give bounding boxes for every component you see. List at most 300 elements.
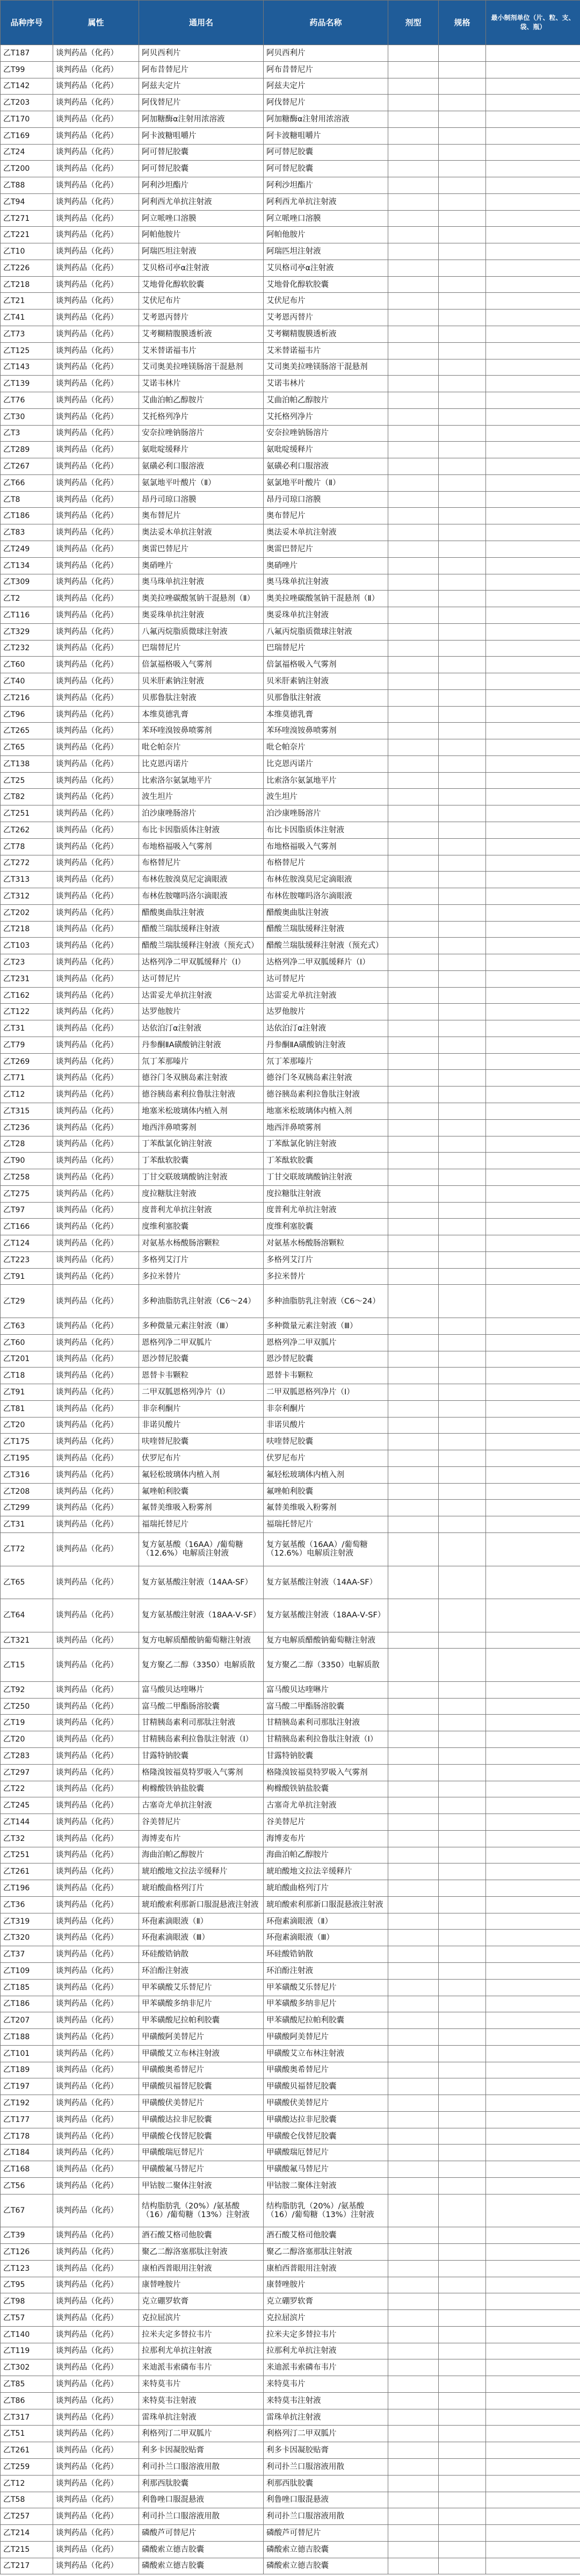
cell-drug-name: 二甲双胍恩格列净片（Ⅰ） <box>264 1384 388 1401</box>
cell-min-unit <box>486 1814 580 1831</box>
cell-min-unit <box>486 408 580 425</box>
cell-min-unit <box>486 2078 580 2095</box>
table-row <box>1 1037 580 1053</box>
cell-specification <box>439 2012 486 2029</box>
cell-dosage-form <box>388 1334 439 1351</box>
cell-generic-name: 艾贝格司亭α注射液 <box>139 260 264 276</box>
cell-dosage-form <box>388 310 439 326</box>
cell-drug-name: 达格列净二甲双胍缓释片（Ⅰ） <box>264 954 388 971</box>
cell-specification <box>439 111 486 128</box>
table-row <box>1 1532 580 1566</box>
cell-min-unit <box>486 1698 580 1715</box>
cell-attribute: 谈判药品（化药） <box>53 193 139 210</box>
table-row <box>1 1996 580 2012</box>
cell-specification <box>439 607 486 624</box>
cell-serial: 乙T39 <box>1 2227 53 2244</box>
cell-generic-name: 奥雷巴替尼片 <box>139 541 264 557</box>
cell-serial: 乙T15 <box>1 1649 53 1682</box>
cell-attribute: 谈判药品（化药） <box>53 111 139 128</box>
cell-serial: 乙T186 <box>1 1996 53 2012</box>
cell-serial: 乙T78 <box>1 838 53 855</box>
cell-serial: 乙T85 <box>1 2376 53 2393</box>
cell-dosage-form <box>388 458 439 475</box>
cell-serial: 乙T91 <box>1 1268 53 1285</box>
cell-generic-name: 恩替卡韦颗粒 <box>139 1368 264 1384</box>
cell-attribute: 谈判药品（化药） <box>53 2078 139 2095</box>
cell-generic-name: 甘露特钠胶囊 <box>139 1748 264 1765</box>
cell-dosage-form <box>388 2045 439 2062</box>
cell-serial: 乙T313 <box>1 872 53 888</box>
cell-dosage-form <box>388 2376 439 2393</box>
cell-generic-name: 复方电解质醋酸钠葡萄糖注射液 <box>139 1632 264 1649</box>
cell-dosage-form <box>388 2525 439 2542</box>
cell-min-unit <box>486 2277 580 2293</box>
cell-generic-name: 阿加糖酶α注射用浓溶液 <box>139 111 264 128</box>
cell-specification <box>439 2326 486 2343</box>
cell-serial: 乙T250 <box>1 1698 53 1715</box>
cell-attribute: 谈判药品（化药） <box>53 623 139 640</box>
cell-dosage-form <box>388 61 439 78</box>
cell-generic-name: 二甲双胍恩格列净片（Ⅰ） <box>139 1384 264 1401</box>
cell-min-unit <box>486 1434 580 1450</box>
cell-serial: 乙T232 <box>1 640 53 657</box>
cell-generic-name: 利格列汀二甲双胍片 <box>139 2426 264 2442</box>
cell-serial: 乙T60 <box>1 657 53 673</box>
table-row <box>1 1119 580 1136</box>
cell-drug-name: 拉米夫定多替拉韦片 <box>264 2326 388 2343</box>
table-row <box>1 640 580 657</box>
table-row <box>1 2558 580 2574</box>
cell-generic-name: 达罗他胺片 <box>139 1004 264 1020</box>
cell-min-unit <box>486 2409 580 2426</box>
cell-min-unit <box>486 1913 580 1930</box>
cell-specification <box>439 2458 486 2475</box>
cell-drug-name: 艾伏尼布片 <box>264 293 388 310</box>
cell-attribute: 谈判药品（化药） <box>53 541 139 557</box>
cell-attribute: 谈判药品（化药） <box>53 1748 139 1765</box>
cell-dosage-form <box>388 2078 439 2095</box>
table-row <box>1 1318 580 1334</box>
cell-serial: 乙T96 <box>1 706 53 723</box>
cell-generic-name: 丁甘交联玻璃酸钠注射液 <box>139 1169 264 1186</box>
cell-dosage-form <box>388 1880 439 1897</box>
cell-attribute: 谈判药品（化药） <box>53 2062 139 2078</box>
cell-min-unit <box>486 326 580 343</box>
cell-drug-name: 结构脂肪乳（20%）/氨基酸（16）/葡萄糖（13%）注射液 <box>264 2194 388 2227</box>
table-row <box>1 2359 580 2376</box>
cell-attribute: 谈判药品（化药） <box>53 2442 139 2459</box>
cell-attribute: 谈判药品（化药） <box>53 1979 139 1996</box>
cell-drug-name: 艾司奥美拉唑镁肠溶干混悬剂 <box>264 359 388 376</box>
cell-generic-name: 达格列净二甲双胍缓释片（Ⅰ） <box>139 954 264 971</box>
cell-dosage-form <box>388 1599 439 1632</box>
cell-dosage-form <box>388 938 439 954</box>
cell-specification <box>439 2078 486 2095</box>
cell-generic-name: 奥布替尼片 <box>139 508 264 524</box>
table-row <box>1 342 580 359</box>
cell-min-unit <box>486 822 580 838</box>
cell-generic-name: 甲苯磺酸多纳非尼片 <box>139 1996 264 2012</box>
cell-specification <box>439 1946 486 1963</box>
cell-generic-name: 海博麦布片 <box>139 1830 264 1847</box>
table-row <box>1 1185 580 1202</box>
table-row <box>1 954 580 971</box>
cell-attribute: 谈判药品（化药） <box>53 1830 139 1847</box>
table-row <box>1 1153 580 1169</box>
cell-serial: 乙T3 <box>1 425 53 442</box>
cell-dosage-form <box>388 1185 439 1202</box>
cell-dosage-form <box>388 45 439 62</box>
table-row <box>1 276 580 293</box>
cell-generic-name: 复方氨基酸注射液（14AA-SF） <box>139 1566 264 1599</box>
cell-dosage-form <box>388 193 439 210</box>
cell-min-unit <box>486 61 580 78</box>
cell-drug-name: 达依泊汀α注射液 <box>264 1020 388 1037</box>
cell-serial: 乙T20 <box>1 1731 53 1748</box>
cell-attribute: 谈判药品（化药） <box>53 1781 139 1797</box>
cell-serial: 乙T124 <box>1 1235 53 1252</box>
cell-serial: 乙T99 <box>1 61 53 78</box>
cell-min-unit <box>486 938 580 954</box>
cell-serial: 乙T196 <box>1 1880 53 1897</box>
header-row <box>1 1 580 45</box>
cell-specification <box>439 293 486 310</box>
cell-attribute: 谈判药品（化药） <box>53 392 139 409</box>
cell-generic-name: 康柏西普眼用注射液 <box>139 2260 264 2277</box>
cell-serial: 乙T126 <box>1 2244 53 2261</box>
cell-specification <box>439 1417 486 1434</box>
cell-specification <box>439 2095 486 2112</box>
cell-min-unit <box>486 2111 580 2128</box>
cell-specification <box>439 508 486 524</box>
cell-generic-name: 艾考恩丙替片 <box>139 310 264 326</box>
cell-drug-name: 阿加糖酶α注射用浓溶液 <box>264 111 388 128</box>
cell-dosage-form <box>388 1384 439 1401</box>
cell-serial: 乙T2 <box>1 591 53 607</box>
cell-serial: 乙T58 <box>1 2492 53 2508</box>
cell-specification <box>439 61 486 78</box>
cell-generic-name: 多种油脂肪乳注射液（C6～24） <box>139 1285 264 1318</box>
cell-serial: 乙T22 <box>1 1781 53 1797</box>
cell-specification <box>439 2177 486 2194</box>
cell-specification <box>439 376 486 392</box>
cell-specification <box>439 1368 486 1384</box>
cell-drug-name: 比克恩丙诺片 <box>264 755 388 772</box>
cell-specification <box>439 970 486 987</box>
cell-drug-name: 艾托格列净片 <box>264 408 388 425</box>
cell-specification <box>439 1070 486 1086</box>
cell-specification <box>439 1979 486 1996</box>
cell-dosage-form <box>388 1153 439 1169</box>
cell-dosage-form <box>388 591 439 607</box>
cell-specification <box>439 2293 486 2310</box>
cell-drug-name: 甲磺酸瑞厄替尼片 <box>264 2145 388 2161</box>
cell-generic-name: 甲磺酸奥希替尼片 <box>139 2062 264 2078</box>
cell-generic-name: 环硅酸锆钠散 <box>139 1946 264 1963</box>
cell-serial: 乙T28 <box>1 1136 53 1153</box>
cell-generic-name: 达依泊汀α注射液 <box>139 1020 264 1037</box>
cell-drug-name: 氨吡啶缓释片 <box>264 442 388 458</box>
cell-attribute: 谈判药品（化药） <box>53 376 139 392</box>
cell-serial: 乙T24 <box>1 144 53 161</box>
cell-min-unit <box>486 111 580 128</box>
cell-dosage-form <box>388 392 439 409</box>
table-row <box>1 1417 580 1434</box>
cell-generic-name: 阿瑞匹坦注射液 <box>139 243 264 260</box>
cell-min-unit <box>486 1185 580 1202</box>
cell-serial: 乙T218 <box>1 921 53 938</box>
cell-generic-name: 甲苯磺酸艾乐替尼片 <box>139 1979 264 1996</box>
cell-attribute: 谈判药品（化药） <box>53 61 139 78</box>
cell-generic-name: 雷珠单抗注射液 <box>139 2409 264 2426</box>
cell-generic-name: 利鲁唑口服混悬液 <box>139 2492 264 2508</box>
cell-drug-name: 丹参酮ⅡA磺酸钠注射液 <box>264 1037 388 1053</box>
cell-dosage-form <box>388 2310 439 2327</box>
cell-serial: 乙T251 <box>1 1847 53 1863</box>
cell-generic-name: 阿卡波糖咀嚼片 <box>139 127 264 144</box>
table-row <box>1 1566 580 1599</box>
cell-dosage-form <box>388 1649 439 1682</box>
cell-min-unit <box>486 789 580 805</box>
table-row <box>1 591 580 607</box>
table-row <box>1 1466 580 1483</box>
cell-drug-name: 康柏西普眼用注射液 <box>264 2260 388 2277</box>
cell-drug-name: 奥雷巴替尼片 <box>264 541 388 557</box>
cell-attribute: 谈判药品（化药） <box>53 1698 139 1715</box>
cell-generic-name: 氘丁苯那嗪片 <box>139 1053 264 1070</box>
cell-min-unit <box>486 2177 580 2194</box>
cell-specification <box>439 1532 486 1566</box>
cell-dosage-form <box>388 2277 439 2293</box>
cell-min-unit <box>486 227 580 243</box>
cell-min-unit <box>486 1400 580 1417</box>
cell-generic-name: 环孢素滴眼液（Ⅱ） <box>139 1913 264 1930</box>
cell-dosage-form <box>388 127 439 144</box>
cell-serial: 乙T144 <box>1 1814 53 1831</box>
cell-serial: 乙T86 <box>1 2392 53 2409</box>
table-row <box>1 888 580 905</box>
cell-attribute: 谈判药品（化药） <box>53 359 139 376</box>
cell-attribute: 谈判药品（化药） <box>53 2326 139 2343</box>
table-row <box>1 2111 580 2128</box>
cell-drug-name: 甲磺酸氟马替尼片 <box>264 2161 388 2178</box>
cell-drug-name: 康替唑胺片 <box>264 2277 388 2293</box>
table-row <box>1 425 580 442</box>
cell-min-unit <box>486 1649 580 1682</box>
cell-serial: 乙T65 <box>1 1566 53 1599</box>
cell-specification <box>439 2409 486 2426</box>
cell-generic-name: 利司扑兰口服溶液用散 <box>139 2508 264 2525</box>
cell-specification <box>439 2508 486 2525</box>
cell-drug-name: 度普利尤单抗注射液 <box>264 1202 388 1219</box>
cell-specification <box>439 805 486 822</box>
cell-dosage-form <box>388 2244 439 2261</box>
cell-dosage-form <box>388 541 439 557</box>
table-row <box>1 1847 580 1863</box>
cell-drug-name: 磷酸索立德吉胶囊 <box>264 2541 388 2558</box>
cell-dosage-form <box>388 1698 439 1715</box>
cell-dosage-form <box>388 872 439 888</box>
cell-dosage-form <box>388 1466 439 1483</box>
cell-min-unit <box>486 1169 580 1186</box>
cell-drug-name: 利多卡因凝胶贴膏 <box>264 2442 388 2459</box>
cell-drug-name: 克拉屈滨片 <box>264 2310 388 2327</box>
cell-specification <box>439 772 486 789</box>
cell-dosage-form <box>388 970 439 987</box>
cell-dosage-form <box>388 1004 439 1020</box>
table-row <box>1 491 580 508</box>
table-row <box>1 243 580 260</box>
cell-min-unit <box>486 888 580 905</box>
cell-attribute: 谈判药品（化药） <box>53 78 139 95</box>
cell-drug-name: 复方聚乙二醇（3350）电解质散 <box>264 1649 388 1682</box>
table-row <box>1 161 580 177</box>
cell-dosage-form <box>388 95 439 111</box>
cell-serial: 乙T23 <box>1 954 53 971</box>
cell-specification <box>439 524 486 541</box>
cell-min-unit <box>486 442 580 458</box>
cell-attribute: 谈判药品（化药） <box>53 1764 139 1781</box>
cell-drug-name: 环泊酚注射液 <box>264 1962 388 1979</box>
cell-serial: 乙T125 <box>1 342 53 359</box>
cell-specification <box>439 1136 486 1153</box>
cell-min-unit <box>486 2260 580 2277</box>
cell-dosage-form <box>388 425 439 442</box>
cell-attribute: 谈判药品（化药） <box>53 1731 139 1748</box>
cell-generic-name: 拉米夫定多替拉韦片 <box>139 2326 264 2343</box>
table-row <box>1 1946 580 1963</box>
cell-specification <box>439 144 486 161</box>
cell-generic-name: 阿布昔替尼片 <box>139 61 264 78</box>
cell-drug-name: 地西泮鼻喷雾剂 <box>264 1119 388 1136</box>
cell-serial: 乙T200 <box>1 161 53 177</box>
cell-serial: 乙T66 <box>1 474 53 491</box>
cell-min-unit <box>486 2045 580 2062</box>
cell-serial: 乙T261 <box>1 2442 53 2459</box>
cell-specification <box>439 2227 486 2244</box>
cell-serial: 乙T140 <box>1 2326 53 2343</box>
table-row <box>1 1863 580 1880</box>
cell-specification <box>439 1119 486 1136</box>
cell-min-unit <box>486 2128 580 2145</box>
cell-generic-name: 氨磺必利口服溶液 <box>139 458 264 475</box>
cell-min-unit <box>486 161 580 177</box>
cell-generic-name: 醋酸兰瑞肽缓释注射液 <box>139 921 264 938</box>
cell-attribute: 谈判药品（化药） <box>53 1119 139 1136</box>
cell-min-unit <box>486 78 580 95</box>
table-row <box>1 805 580 822</box>
cell-drug-name: 利司扑兰口服溶液用散 <box>264 2458 388 2475</box>
table-row <box>1 1962 580 1979</box>
table-row <box>1 376 580 392</box>
cell-generic-name: 甲磺酸达拉非尼胶囊 <box>139 2111 264 2128</box>
cell-attribute: 谈判药品（化药） <box>53 2095 139 2112</box>
cell-specification <box>439 474 486 491</box>
table-row <box>1 293 580 310</box>
cell-attribute: 谈判药品（化药） <box>53 458 139 475</box>
cell-attribute: 谈判药品（化药） <box>53 1880 139 1897</box>
cell-attribute: 谈判药品（化药） <box>53 1285 139 1318</box>
cell-attribute: 谈判药品（化药） <box>53 2111 139 2128</box>
cell-min-unit <box>486 1053 580 1070</box>
cell-min-unit <box>486 689 580 706</box>
cell-min-unit <box>486 293 580 310</box>
cell-attribute: 谈判药品（化药） <box>53 1797 139 1814</box>
cell-drug-name: 甲苯磺酸尼拉帕利胶囊 <box>264 2012 388 2029</box>
cell-drug-name: 德谷胰岛素利拉鲁肽注射液 <box>264 1086 388 1103</box>
cell-dosage-form <box>388 2492 439 2508</box>
cell-generic-name: 布林佐胺溴莫尼定滴眼液 <box>139 872 264 888</box>
cell-serial: 乙T309 <box>1 574 53 591</box>
cell-serial: 乙T73 <box>1 326 53 343</box>
cell-generic-name: 聚乙二醇洛塞那肽注射液 <box>139 2244 264 2261</box>
cell-drug-name: 德谷门冬双胰岛素注射液 <box>264 1070 388 1086</box>
table-row <box>1 2541 580 2558</box>
cell-serial: 乙T271 <box>1 210 53 227</box>
table-row <box>1 623 580 640</box>
cell-drug-name: 甲苯磺酸艾乐替尼片 <box>264 1979 388 1996</box>
cell-min-unit <box>486 1368 580 1384</box>
cell-drug-name: 阿利沙坦酯片 <box>264 177 388 194</box>
cell-dosage-form <box>388 623 439 640</box>
cell-dosage-form <box>388 888 439 905</box>
table-row <box>1 1235 580 1252</box>
cell-dosage-form <box>388 574 439 591</box>
table-row <box>1 2277 580 2293</box>
cell-dosage-form <box>388 1251 439 1268</box>
cell-dosage-form <box>388 177 439 194</box>
cell-serial: 乙T195 <box>1 1450 53 1467</box>
cell-min-unit <box>486 1830 580 1847</box>
cell-drug-name: 阿卡波糖咀嚼片 <box>264 127 388 144</box>
cell-serial: 乙T207 <box>1 2012 53 2029</box>
cell-specification <box>439 689 486 706</box>
table-row <box>1 61 580 78</box>
cell-min-unit <box>486 970 580 987</box>
cell-attribute: 谈判药品（化药） <box>53 1020 139 1037</box>
cell-dosage-form <box>388 1450 439 1467</box>
cell-dosage-form <box>388 673 439 690</box>
table-row <box>1 2045 580 2062</box>
cell-attribute: 谈判药品（化药） <box>53 2145 139 2161</box>
table-row <box>1 723 580 739</box>
cell-attribute: 谈判药品（化药） <box>53 2458 139 2475</box>
table-row <box>1 1913 580 1930</box>
cell-min-unit <box>486 177 580 194</box>
cell-dosage-form <box>388 2095 439 2112</box>
cell-min-unit <box>486 1119 580 1136</box>
cell-min-unit <box>486 1450 580 1467</box>
cell-serial: 乙T188 <box>1 2029 53 2046</box>
cell-specification <box>439 1632 486 1649</box>
cell-attribute: 谈判药品（化药） <box>53 2177 139 2194</box>
cell-drug-name: 非奈利酮片 <box>264 1400 388 1417</box>
cell-dosage-form <box>388 1979 439 1996</box>
cell-dosage-form <box>388 326 439 343</box>
table-row <box>1 2343 580 2359</box>
cell-attribute: 谈判药品（化药） <box>53 1053 139 1070</box>
cell-dosage-form <box>388 293 439 310</box>
cell-specification <box>439 987 486 1004</box>
cell-generic-name: 阿利沙坦酯片 <box>139 177 264 194</box>
cell-drug-name: 甲磺酸仑伐替尼胶囊 <box>264 2128 388 2145</box>
cell-attribute: 谈判药品（化药） <box>53 987 139 1004</box>
cell-specification <box>439 425 486 442</box>
cell-dosage-form <box>388 2177 439 2194</box>
cell-generic-name: 氟唑帕利胶囊 <box>139 1483 264 1500</box>
cell-dosage-form <box>388 442 439 458</box>
cell-dosage-form <box>388 1119 439 1136</box>
